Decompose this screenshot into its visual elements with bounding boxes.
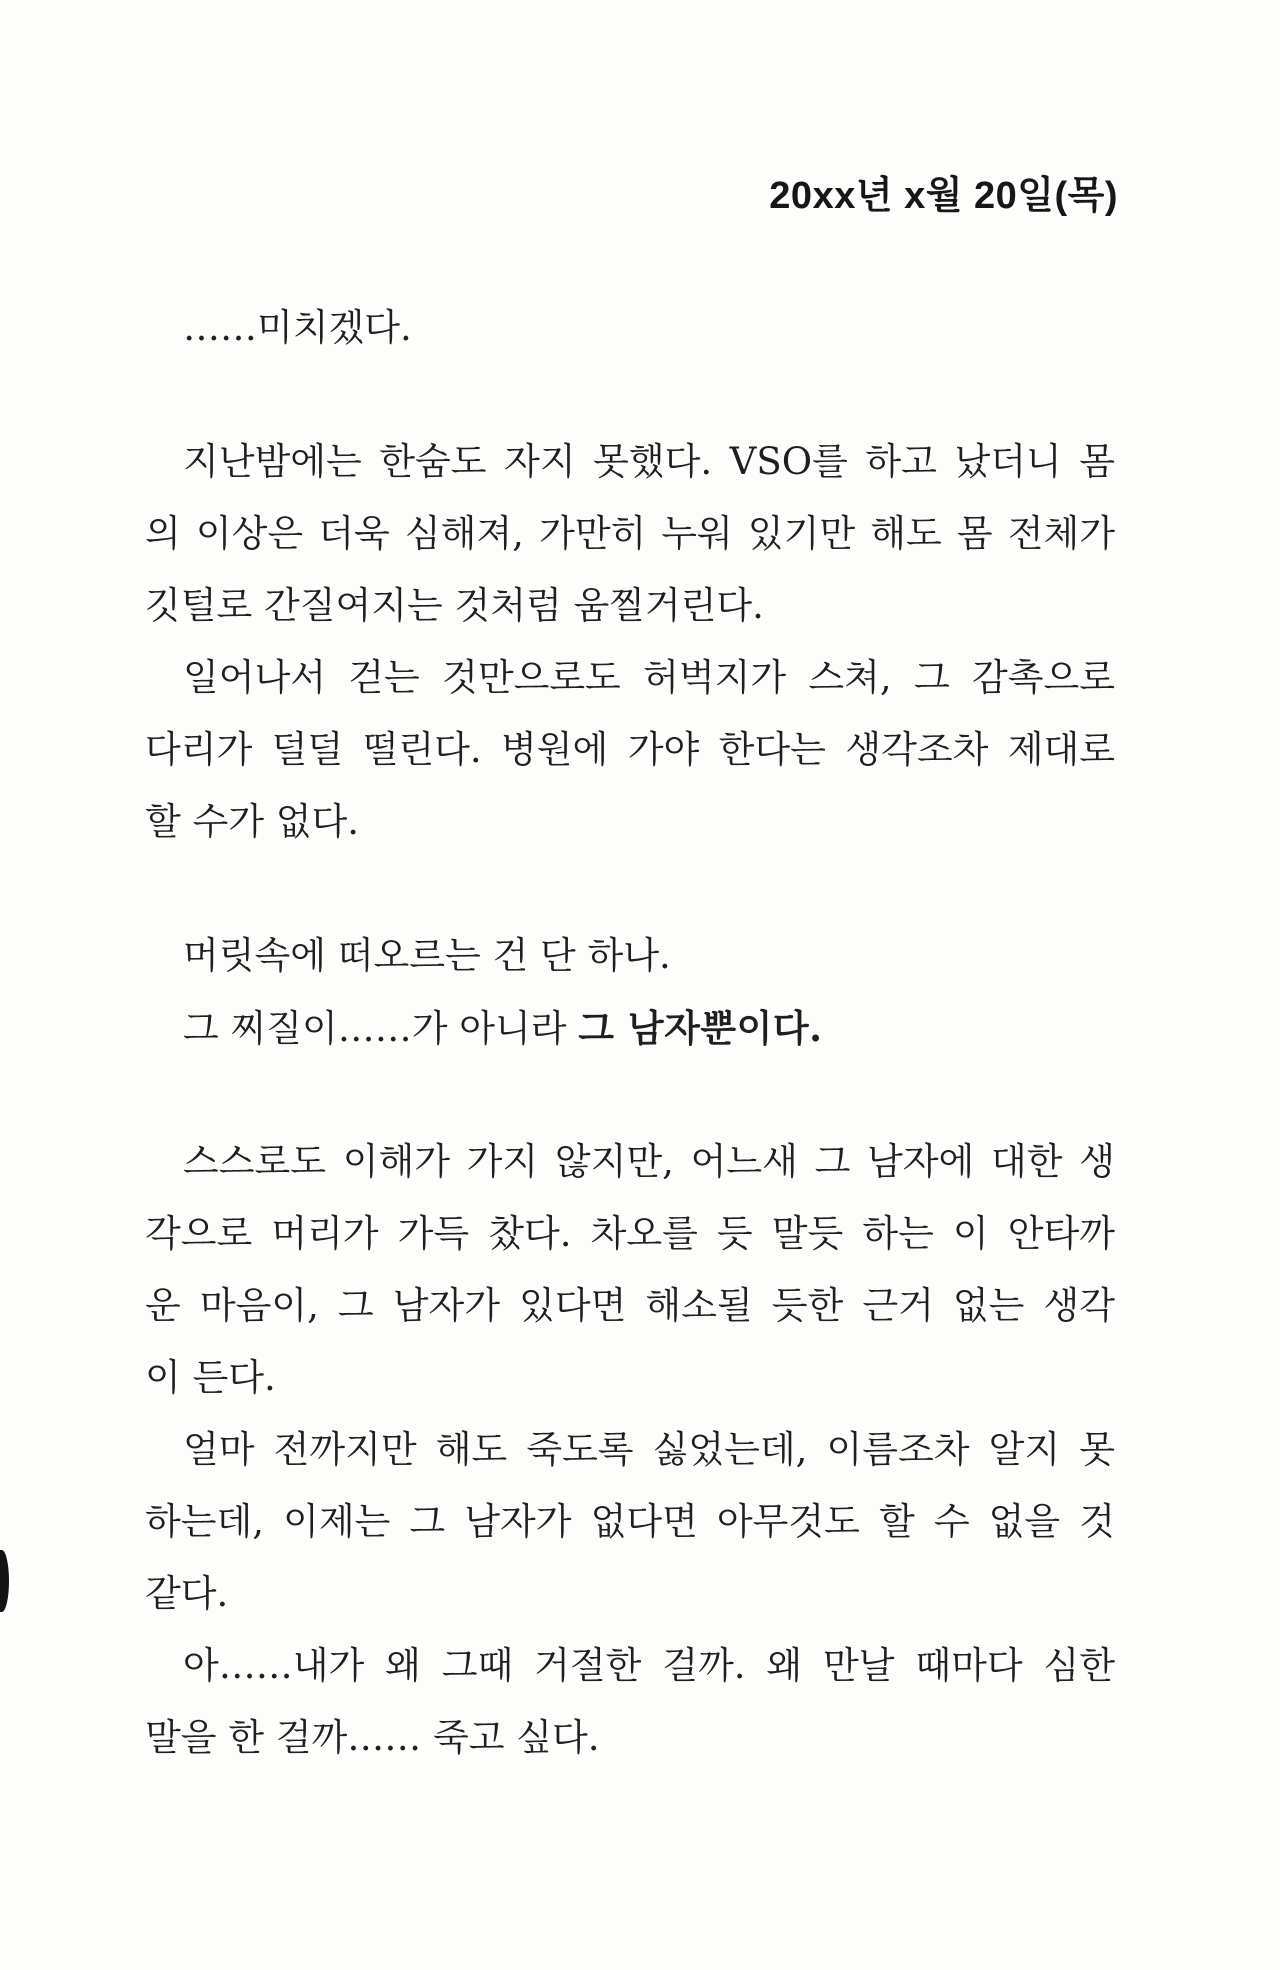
diary-line: 같다. bbox=[145, 1572, 229, 1615]
diary-line: 스스로도 이해가 가지 않지만, 어느새 그 남자에 대한 생 bbox=[183, 1140, 1115, 1183]
paragraph-1 bbox=[145, 292, 1115, 364]
diary-line: 운 마음이, 그 남자가 있다면 해소될 듯한 근거 없는 생각 bbox=[145, 1284, 1115, 1327]
diary-text-bold: 그 남자뿐이다. bbox=[578, 1006, 823, 1050]
diary-line: 각으로 머리가 가득 찼다. 차오를 듯 말듯 하는 이 안타까 bbox=[145, 1212, 1115, 1255]
diary-line: 하는데, 이제는 그 남자가 없다면 아무것도 할 수 없을 것 bbox=[145, 1500, 1115, 1543]
diary-line: 얼마 전까지만 해도 죽도록 싫었는데, 이름조차 알지 못 bbox=[183, 1428, 1115, 1471]
diary-line: 깃털로 간질여지는 것처럼 움찔거린다. bbox=[145, 584, 764, 627]
diary-line: ……미치겠다. bbox=[183, 306, 412, 349]
diary-line-emphasis bbox=[145, 992, 1115, 1064]
diary-date: 20xx년 x월 20일(목) bbox=[769, 175, 1118, 217]
scan-artifact bbox=[0, 1550, 9, 1612]
diary-line: 의 이상은 더욱 심해져, 가만히 누워 있기만 해도 몸 전체가 bbox=[145, 512, 1115, 555]
paragraph-3 bbox=[145, 920, 1115, 1064]
diary-line: 지난밤에는 한숨도 자지 못했다. VSO를 하고 났더니 몸 bbox=[183, 440, 1115, 483]
diary-line: 다리가 덜덜 떨린다. 병원에 가야 한다는 생각조차 제대로 bbox=[145, 728, 1115, 771]
paragraph-4 bbox=[145, 1126, 1115, 1774]
diary-line: 말을 한 걸까…… 죽고 싶다. bbox=[145, 1716, 600, 1759]
paragraph-2 bbox=[145, 426, 1115, 858]
diary-text-normal: 그 찌질이……가 아니라 bbox=[183, 1007, 579, 1050]
diary-body bbox=[145, 292, 1115, 1774]
diary-line: 할 수가 없다. bbox=[145, 800, 359, 843]
diary-line: 일어나서 걷는 것만으로도 허벅지가 스쳐, 그 감촉으로 bbox=[183, 656, 1115, 699]
diary-line: 이 든다. bbox=[145, 1356, 276, 1399]
diary-line: 머릿속에 떠오르는 건 단 하나. bbox=[183, 934, 671, 977]
diary-line: 아……내가 왜 그때 거절한 걸까. 왜 만날 때마다 심한 bbox=[183, 1644, 1115, 1687]
